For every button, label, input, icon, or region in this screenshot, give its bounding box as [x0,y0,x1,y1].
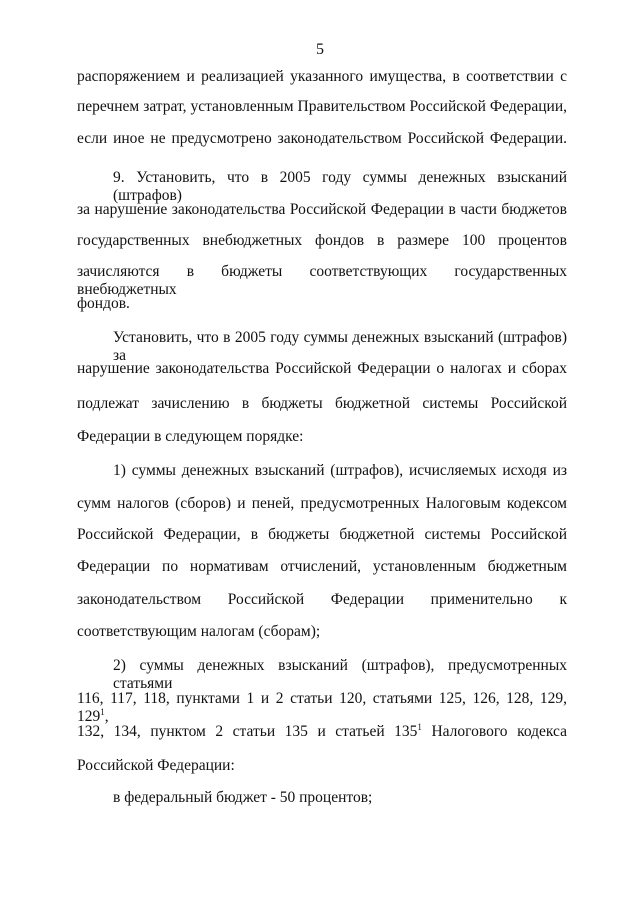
line-text: 116, 117, 118, пунктами 1 и 2 статьи 120, статьями 125, 126, 128, 129, 129 [77,690,567,725]
text-line [77,690,567,726]
paragraph-start: 9. Установить, что в 2005 году суммы денежных взысканий (штрафов) [113,169,567,204]
paragraph-start: в федеральный бюджет - 50 процентов; [113,789,373,806]
line-text: 132, 134, пунктом 2 статьи 135 и статьей 135 [77,723,418,740]
line-text: Налогового кодекса [421,723,567,740]
text-line: государственных внебюджетных фондов в размере 100 процентов [77,232,567,249]
text-line: зачисляются в бюджеты соответствующих государственных внебюджетных [77,263,567,298]
text-line: за нарушение законодательства Российской Федерации в части бюджетов [77,201,567,218]
text-line: соответствующим налогам (сборам); [77,623,321,640]
text-line: Российской Федерации: [77,757,235,774]
superscript: 1 [100,706,105,717]
text-line: Российской Федерации, в бюджеты бюджетной системы Российской [77,526,567,543]
paragraph-start: Установить, что в 2005 году суммы денежных взысканий (штрафов) за [113,329,567,364]
text-line: если иное не предусмотрено законодательством Российской Федерации. [77,130,567,147]
paragraph-start: 2) суммы денежных взысканий (штрафов), предусмотренных статьями [113,657,567,692]
text-line: нарушение законодательства Российской Федерации о налогах и сборах [77,360,567,377]
page-number: 5 [316,41,324,58]
text-line: Федерации по нормативам отчислений, установленным бюджетным [77,558,567,575]
superscript: 1 [417,721,422,732]
text-line: перечнем затрат, установленным Правительством Российской Федерации, [77,98,567,115]
text-line: Федерации в следующем порядке: [77,428,304,445]
text-line: сумм налогов (сборов) и пеней, предусмотренных Налоговым кодексом [77,495,567,512]
text-line: распоряжением и реализацией указанного имущества, в соответствии с [77,68,567,85]
text-line [77,723,567,741]
text-line: законодательством Российской Федерации применительно к [77,591,567,608]
paragraph-start: 1) суммы денежных взысканий (штрафов), исчисляемых исходя из [113,462,567,479]
text-line: подлежат зачислению в бюджеты бюджетной системы Российской [77,395,567,412]
line-text: , [104,708,109,725]
text-line: фондов. [77,295,130,312]
